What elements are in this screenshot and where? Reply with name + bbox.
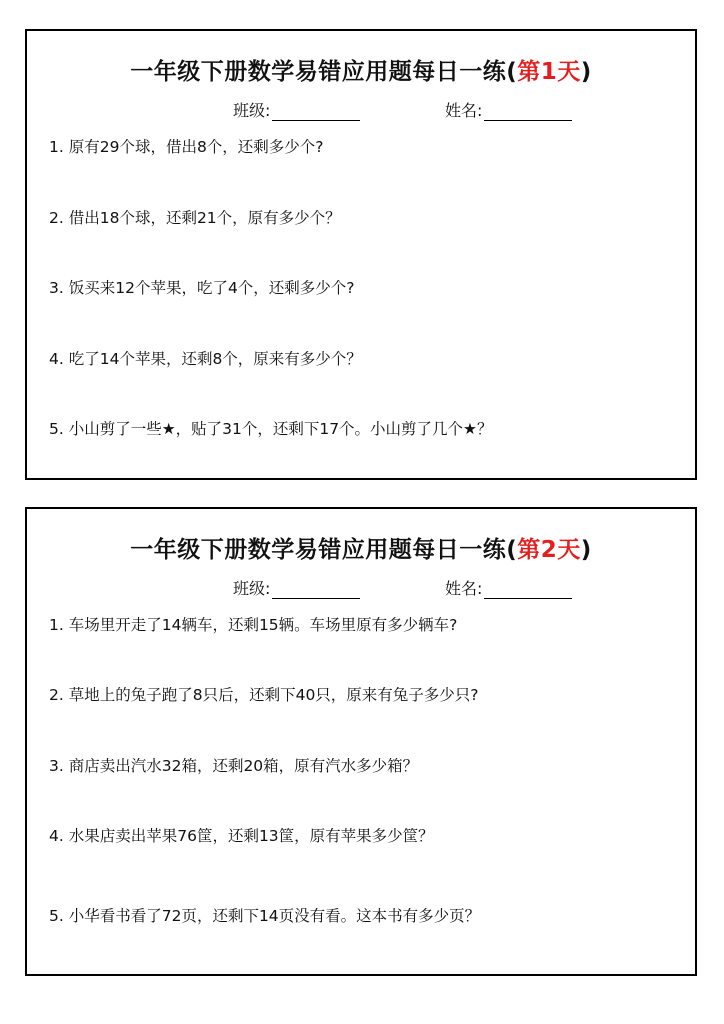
question-3: 3. 商店卖出汽水32箱，还剩20箱，原有汽水多少箱？: [49, 757, 419, 775]
class-label: 班级:: [233, 579, 271, 598]
title-day: 第1天: [517, 59, 581, 85]
name-label: 姓名:: [445, 579, 483, 598]
name-blank-line[interactable]: [484, 102, 572, 121]
class-field: [233, 98, 360, 121]
question-3: 3. 饭买来12个苹果，吃了4个，还剩多少个?: [49, 279, 355, 297]
class-blank-line[interactable]: [272, 102, 360, 121]
title-day: 第2天: [517, 537, 581, 563]
question-5: 5. 小华看书看了72页，还剩下14页没有看。这本书有多少页？: [49, 907, 481, 925]
student-info-row: [27, 98, 695, 122]
name-label: 姓名:: [445, 101, 483, 120]
student-info-row: [27, 576, 695, 600]
title-close: ): [580, 59, 592, 85]
question-1: 1. 车场里开走了14辆车，还剩15辆。车场里原有多少辆车?: [49, 616, 458, 634]
class-field: [233, 576, 360, 599]
question-2: 2. 借出18个球，还剩21个，原有多少个？: [49, 209, 341, 227]
question-2: 2. 草地上的兔子跑了8只后，还剩下40只，原来有兔子多少只?: [49, 686, 479, 704]
class-label: 班级:: [233, 101, 271, 120]
question-1: 1. 原有29个球，借出8个，还剩多少个?: [49, 138, 324, 156]
name-field: [445, 576, 572, 599]
title-main: 一年级下册数学易错应用题每日一练(: [130, 537, 518, 563]
question-4: 4. 水果店卖出苹果76筐，还剩13筐，原有苹果多少筐？: [49, 827, 434, 845]
worksheet-title: [27, 531, 695, 564]
title-close: ): [580, 537, 592, 563]
name-field: [445, 98, 572, 121]
question-5: 5. 小山剪了一些★，贴了31个，还剩下17个。小山剪了几个★？: [49, 420, 493, 438]
name-blank-line[interactable]: [484, 580, 572, 599]
title-main: 一年级下册数学易错应用题每日一练(: [130, 59, 518, 85]
worksheet-title: [27, 53, 695, 86]
worksheet-day-1: [25, 29, 697, 480]
class-blank-line[interactable]: [272, 580, 360, 599]
worksheet-day-2: [25, 507, 697, 976]
question-4: 4. 吃了14个苹果，还剩8个，原来有多少个？: [49, 350, 362, 368]
